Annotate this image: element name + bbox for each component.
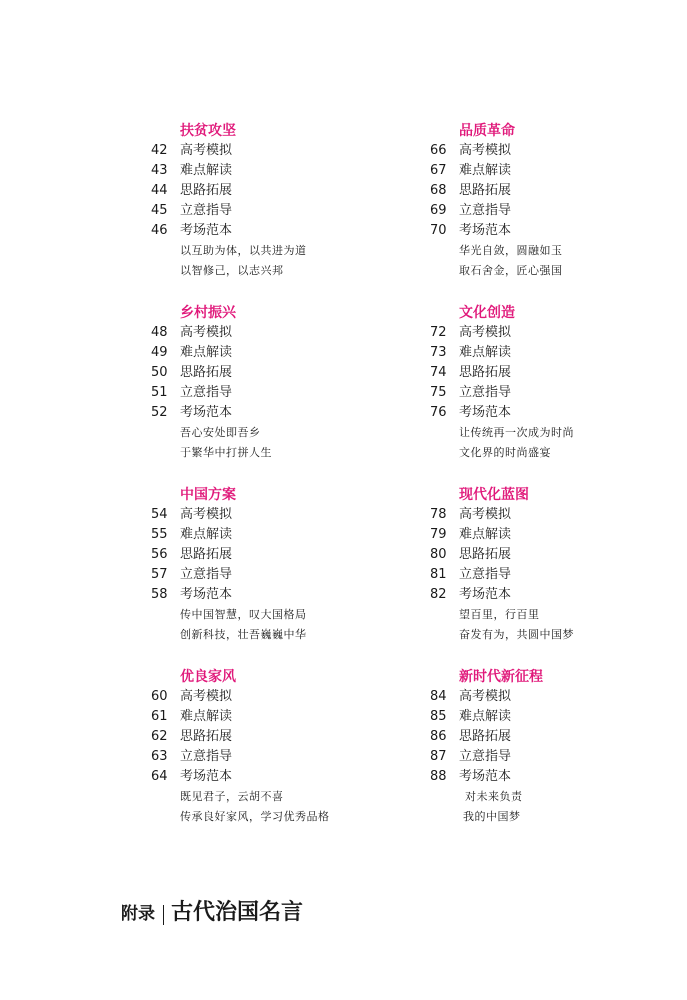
essay-title: 传中国智慧，叹大国格局	[180, 608, 307, 621]
toc-entry[interactable]	[151, 727, 391, 747]
entry-label: 考场范本	[459, 223, 512, 238]
entry-label: 难点解读	[180, 163, 233, 178]
essay-title: 华光自敛，圆融如玉	[459, 244, 563, 257]
page-number: 55	[151, 527, 168, 542]
page-number: 69	[430, 203, 447, 218]
entry-label: 难点解读	[180, 345, 233, 360]
appendix-heading[interactable]	[121, 898, 303, 928]
entry-label: 立意指导	[180, 749, 233, 764]
entry-label: 思路拓展	[459, 183, 512, 198]
toc-entry[interactable]	[430, 747, 670, 767]
toc-entry[interactable]	[151, 141, 391, 161]
toc-section-modernization	[430, 485, 670, 645]
entry-label: 考场范本	[459, 769, 512, 784]
essay-title: 奋发有为，共圆中国梦	[459, 628, 574, 641]
entry-label: 高考模拟	[180, 507, 233, 522]
toc-section-culture	[430, 303, 670, 463]
toc-entry[interactable]	[151, 505, 391, 525]
toc-entry[interactable]	[151, 767, 391, 787]
essay-title: 对未来负责	[465, 790, 523, 803]
toc-entry[interactable]	[151, 363, 391, 383]
toc-entry[interactable]	[151, 343, 391, 363]
page-number: 43	[151, 163, 168, 178]
page-number: 87	[430, 749, 447, 764]
toc-entry[interactable]	[430, 585, 670, 605]
entry-label: 考场范本	[180, 223, 233, 238]
page-number: 61	[151, 709, 168, 724]
toc-entry[interactable]	[151, 747, 391, 767]
entry-label: 考场范本	[459, 405, 512, 420]
entry-label: 思路拓展	[459, 547, 512, 562]
page-number: 62	[151, 729, 168, 744]
entry-label: 思路拓展	[180, 183, 233, 198]
toc-entry[interactable]	[430, 727, 670, 747]
page-number: 73	[430, 345, 447, 360]
toc-entry[interactable]	[430, 343, 670, 363]
page-number: 88	[430, 769, 447, 784]
toc-entry[interactable]	[151, 525, 391, 545]
page-number: 42	[151, 143, 168, 158]
page-number: 78	[430, 507, 447, 522]
entry-label: 难点解读	[180, 709, 233, 724]
section-title: 文化创造	[459, 305, 515, 321]
entry-label: 难点解读	[459, 527, 512, 542]
toc-entry[interactable]	[430, 141, 670, 161]
toc-entry[interactable]	[430, 565, 670, 585]
page-number: 84	[430, 689, 447, 704]
section-title: 中国方案	[180, 487, 236, 503]
toc-entry[interactable]	[430, 505, 670, 525]
toc-section-family	[151, 667, 391, 827]
entry-label: 立意指导	[180, 203, 233, 218]
page-number: 52	[151, 405, 168, 420]
page-number: 68	[430, 183, 447, 198]
page-number: 81	[430, 567, 447, 582]
entry-label: 难点解读	[180, 527, 233, 542]
entry-label: 高考模拟	[459, 143, 512, 158]
essay-title: 让传统再一次成为时尚	[459, 426, 574, 439]
page-number: 44	[151, 183, 168, 198]
toc-entry[interactable]	[151, 565, 391, 585]
essay-title: 既见君子，云胡不喜	[180, 790, 284, 803]
page-number: 80	[430, 547, 447, 562]
toc-entry[interactable]	[430, 525, 670, 545]
toc-entry[interactable]	[430, 545, 670, 565]
page-number: 48	[151, 325, 168, 340]
entry-label: 立意指导	[459, 203, 512, 218]
essay-title: 以互助为体，以共进为道	[180, 244, 307, 257]
essay-title: 创新科技，壮吾巍巍中华	[180, 628, 307, 641]
page-number: 54	[151, 507, 168, 522]
entry-label: 立意指导	[459, 749, 512, 764]
toc-section-quality	[430, 121, 670, 281]
page-number: 66	[430, 143, 447, 158]
toc-entry[interactable]	[151, 221, 391, 241]
page-number: 56	[151, 547, 168, 562]
page-number: 50	[151, 365, 168, 380]
toc-section-new-era	[430, 667, 670, 827]
entry-label: 思路拓展	[180, 365, 233, 380]
toc-entry[interactable]	[430, 161, 670, 181]
page-number: 67	[430, 163, 447, 178]
entry-label: 思路拓展	[459, 729, 512, 744]
entry-label: 思路拓展	[180, 729, 233, 744]
toc-entry[interactable]	[430, 181, 670, 201]
entry-label: 立意指导	[459, 567, 512, 582]
page-number: 74	[430, 365, 447, 380]
entry-label: 考场范本	[459, 587, 512, 602]
toc-entry[interactable]	[430, 323, 670, 343]
entry-label: 高考模拟	[459, 507, 512, 522]
entry-label: 思路拓展	[180, 547, 233, 562]
toc-entry[interactable]	[430, 767, 670, 787]
essay-title: 取石舍金，匠心强国	[459, 264, 563, 277]
entry-label: 立意指导	[459, 385, 512, 400]
entry-label: 考场范本	[180, 587, 233, 602]
toc-entry[interactable]	[151, 201, 391, 221]
toc-entry[interactable]	[430, 201, 670, 221]
entry-label: 难点解读	[459, 345, 512, 360]
toc-entry[interactable]	[151, 585, 391, 605]
entry-label: 高考模拟	[459, 689, 512, 704]
page-number: 45	[151, 203, 168, 218]
appendix-label: 附录	[121, 904, 155, 924]
toc-entry[interactable]	[151, 383, 391, 403]
essay-title: 以智修己，以志兴邦	[180, 264, 284, 277]
essay-title: 文化界的时尚盛宴	[459, 446, 551, 459]
page-number: 85	[430, 709, 447, 724]
toc-entry[interactable]	[430, 383, 670, 403]
toc-entry[interactable]	[151, 323, 391, 343]
entry-label: 考场范本	[180, 405, 233, 420]
page-number: 60	[151, 689, 168, 704]
toc-entry[interactable]	[151, 403, 391, 423]
toc-entry[interactable]	[151, 707, 391, 727]
page-number: 86	[430, 729, 447, 744]
toc-entry[interactable]	[151, 687, 391, 707]
entry-label: 立意指导	[180, 385, 233, 400]
toc-entry[interactable]	[430, 221, 670, 241]
toc-entry[interactable]	[430, 403, 670, 423]
page-number: 46	[151, 223, 168, 238]
page-number: 70	[430, 223, 447, 238]
section-title: 现代化蓝图	[459, 487, 529, 503]
page-number: 64	[151, 769, 168, 784]
section-title: 优良家风	[180, 669, 236, 685]
page-number: 79	[430, 527, 447, 542]
section-title: 乡村振兴	[180, 305, 236, 321]
page-number: 63	[151, 749, 168, 764]
appendix-title: 古代治国名言	[171, 900, 304, 925]
essay-title: 望百里，行百里	[459, 608, 540, 621]
section-title: 新时代新征程	[459, 669, 543, 685]
page-number: 51	[151, 385, 168, 400]
section-title: 品质革命	[459, 123, 515, 139]
toc-entry[interactable]	[151, 545, 391, 565]
toc-entry[interactable]	[430, 687, 670, 707]
page-number: 76	[430, 405, 447, 420]
entry-label: 高考模拟	[459, 325, 512, 340]
section-title: 扶贫攻坚	[180, 123, 236, 139]
entry-label: 高考模拟	[180, 689, 233, 704]
essay-title: 吾心安处即吾乡	[180, 426, 261, 439]
page-number: 49	[151, 345, 168, 360]
toc-entry[interactable]	[151, 161, 391, 181]
divider	[163, 905, 164, 925]
entry-label: 高考模拟	[180, 325, 233, 340]
entry-label: 难点解读	[459, 709, 512, 724]
essay-title: 传承良好家风，学习优秀品格	[180, 810, 330, 823]
page-number: 82	[430, 587, 447, 602]
toc-section-rural	[151, 303, 391, 463]
entry-label: 思路拓展	[459, 365, 512, 380]
toc-section-poverty	[151, 121, 391, 281]
entry-label: 难点解读	[459, 163, 512, 178]
page-number: 57	[151, 567, 168, 582]
toc-entry[interactable]	[430, 363, 670, 383]
toc-section-china-plan	[151, 485, 391, 645]
entry-label: 考场范本	[180, 769, 233, 784]
page-number: 75	[430, 385, 447, 400]
essay-title: 于繁华中打拼人生	[180, 446, 272, 459]
page-number: 58	[151, 587, 168, 602]
essay-title: 我的中国梦	[463, 810, 521, 823]
page-number: 72	[430, 325, 447, 340]
toc-entry[interactable]	[430, 707, 670, 727]
entry-label: 高考模拟	[180, 143, 233, 158]
entry-label: 立意指导	[180, 567, 233, 582]
toc-entry[interactable]	[151, 181, 391, 201]
